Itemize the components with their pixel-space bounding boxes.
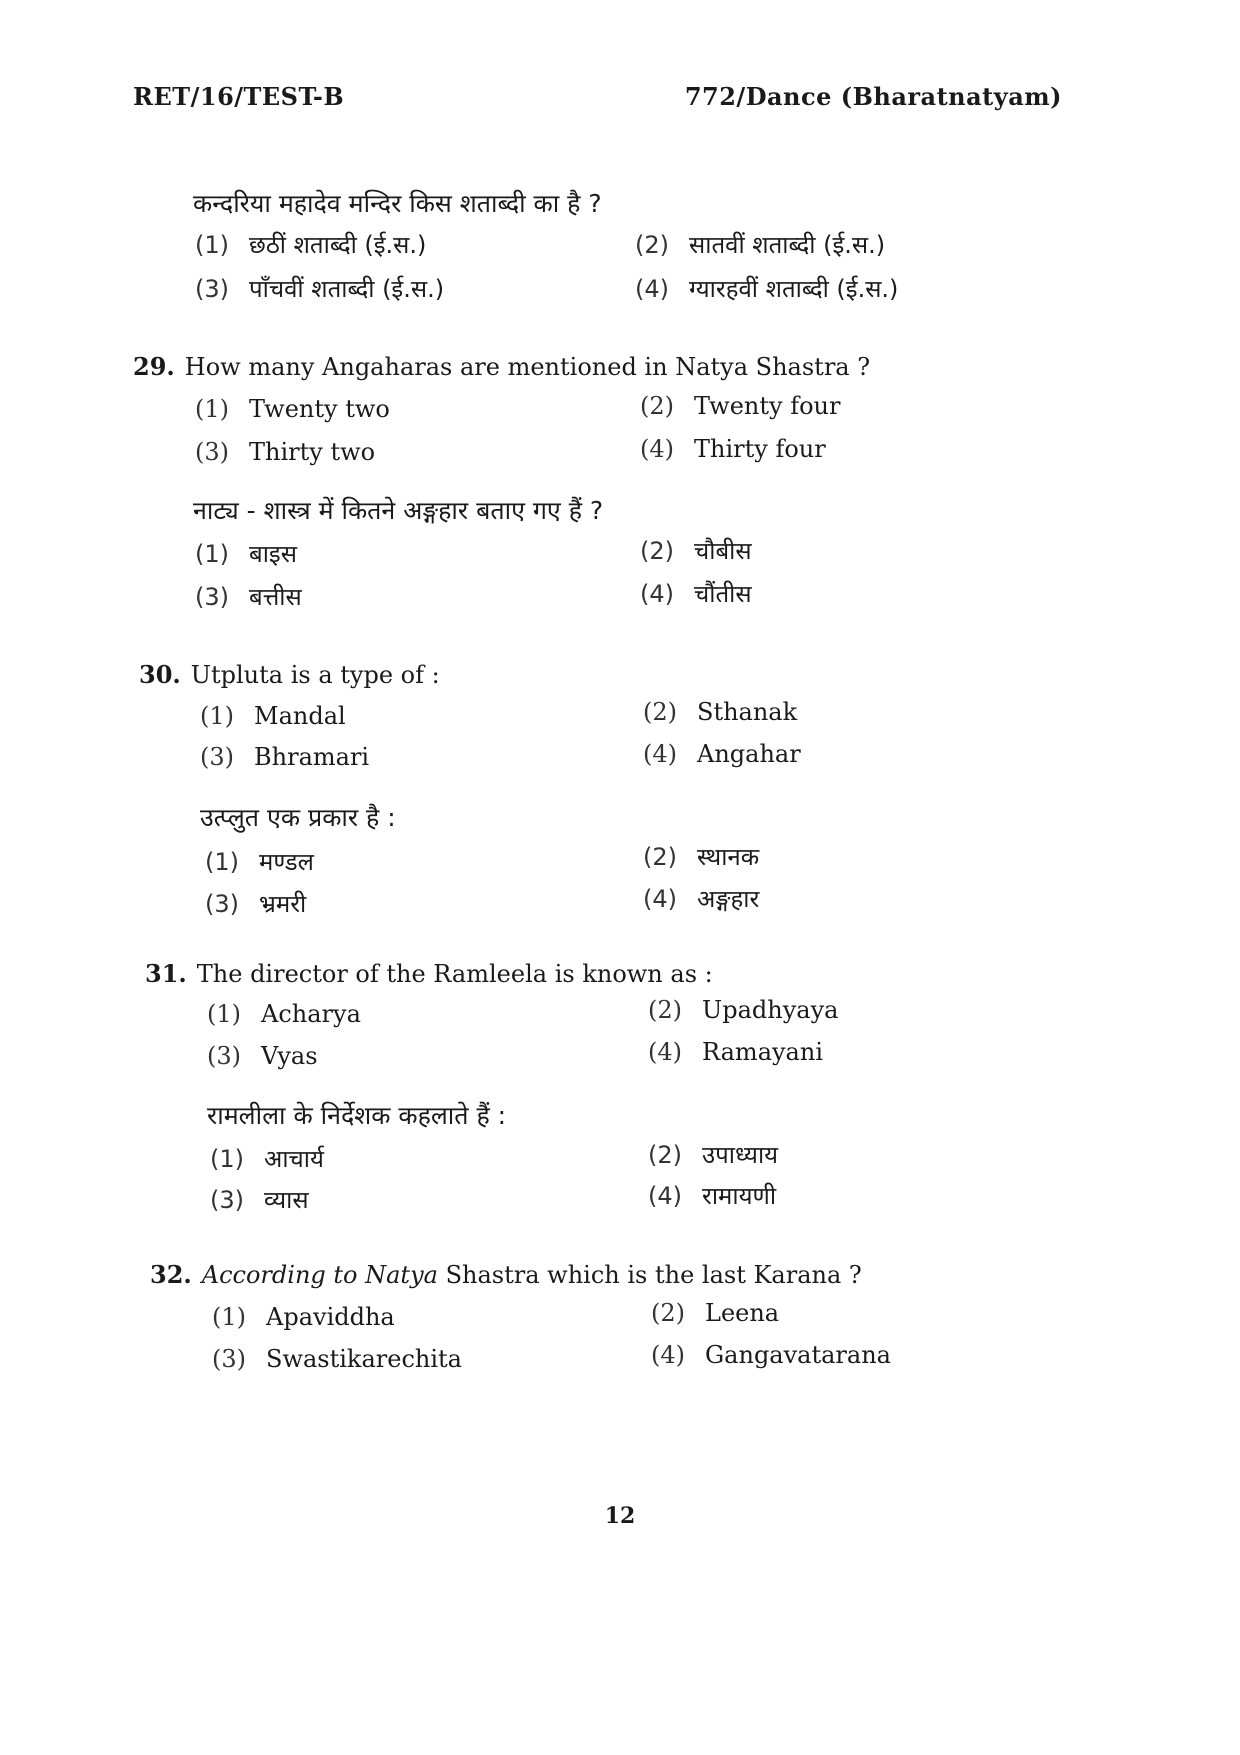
q31-option-2: (2) Upadhyaya: [648, 996, 839, 1024]
q28-hindi-option-3: (3) पाँचवीं शताब्दी (ई.स.): [195, 275, 445, 303]
q29-question: 29. How many Angaharas are mentioned in Natya Shastra ?: [133, 352, 871, 381]
q31-hindi-option-3: (3) व्यास: [210, 1186, 309, 1214]
q29-hindi-question: नाट्य - शास्त्र में कितने अङ्गहार बताए गए हैं ?: [193, 496, 604, 525]
q31-option-4: (4) Ramayani: [648, 1038, 823, 1066]
q31-hindi-option-1: (1) आचार्य: [210, 1145, 324, 1173]
q30-question: 30. Utpluta is a type of :: [139, 660, 440, 689]
q30-hindi-option-2: (2) स्थानक: [643, 843, 760, 871]
subject-title: 772/Dance (Bharatnatyam): [684, 82, 1062, 111]
q31-question: 31. The director of the Ramleela is known as :: [145, 959, 713, 988]
q29-option-2: (2) Twenty four: [640, 392, 841, 420]
q31-number: 31.: [145, 959, 187, 988]
q31-hindi-option-2: (2) उपाध्याय: [648, 1141, 779, 1169]
q29-option-3: (3) Thirty two: [195, 438, 376, 466]
q29-hindi-option-4: (4) चौंतीस: [640, 580, 752, 608]
q32-option-1: (1) Apaviddha: [212, 1303, 395, 1331]
q32-option-4: (4) Gangavatarana: [651, 1341, 891, 1369]
q29-number: 29.: [133, 352, 175, 381]
q28-hindi-option-1: (1) छठीं शताब्दी (ई.स.): [195, 231, 427, 259]
q30-option-3: (3) Bhramari: [200, 743, 370, 771]
q30-option-2: (2) Sthanak: [643, 698, 798, 726]
q29-option-4: (4) Thirty four: [640, 435, 826, 463]
q30-hindi-option-1: (1) मण्डल: [205, 848, 314, 876]
q30-hindi-question: उत्प्लुत एक प्रकार है :: [200, 803, 396, 832]
q31-option-3: (3) Vyas: [207, 1042, 318, 1070]
q30-option-4: (4) Angahar: [643, 740, 801, 768]
paper-code: RET/16/TEST-B: [133, 82, 345, 111]
q28-hindi-option-2: (2) सातवीं शताब्दी (ई.स.): [635, 231, 886, 259]
q30-hindi-option-3: (3) भ्रमरी: [205, 890, 307, 918]
q32-question: 32. According to Natya Shastra which is the last Karana ?: [150, 1260, 862, 1289]
q29-hindi-option-2: (2) चौबीस: [640, 537, 752, 565]
q28-hindi-option-4: (4) ग्यारहवीं शताब्दी (ई.स.): [635, 275, 899, 303]
page-number: 12: [604, 1503, 636, 1529]
q31-option-1: (1) Acharya: [207, 1000, 361, 1028]
q32-option-2: (2) Leena: [651, 1299, 780, 1327]
q29-option-1: (1) Twenty two: [195, 395, 390, 423]
q31-hindi-option-4: (4) रामायणी: [648, 1182, 777, 1210]
q30-hindi-option-4: (4) अङ्गहार: [643, 885, 760, 913]
q32-number: 32.: [150, 1260, 192, 1289]
q28-hindi-question: कन्दरिया महादेव मन्दिर किस शताब्दी का है ?: [193, 189, 602, 218]
q29-hindi-option-1: (1) बाइस: [195, 540, 297, 568]
q30-number: 30.: [139, 660, 181, 689]
q31-hindi-question: रामलीला के निर्देशक कहलाते हैं :: [207, 1101, 507, 1130]
q30-option-1: (1) Mandal: [200, 702, 346, 730]
q29-hindi-option-3: (3) बत्तीस: [195, 583, 302, 611]
q32-option-3: (3) Swastikarechita: [212, 1345, 462, 1373]
